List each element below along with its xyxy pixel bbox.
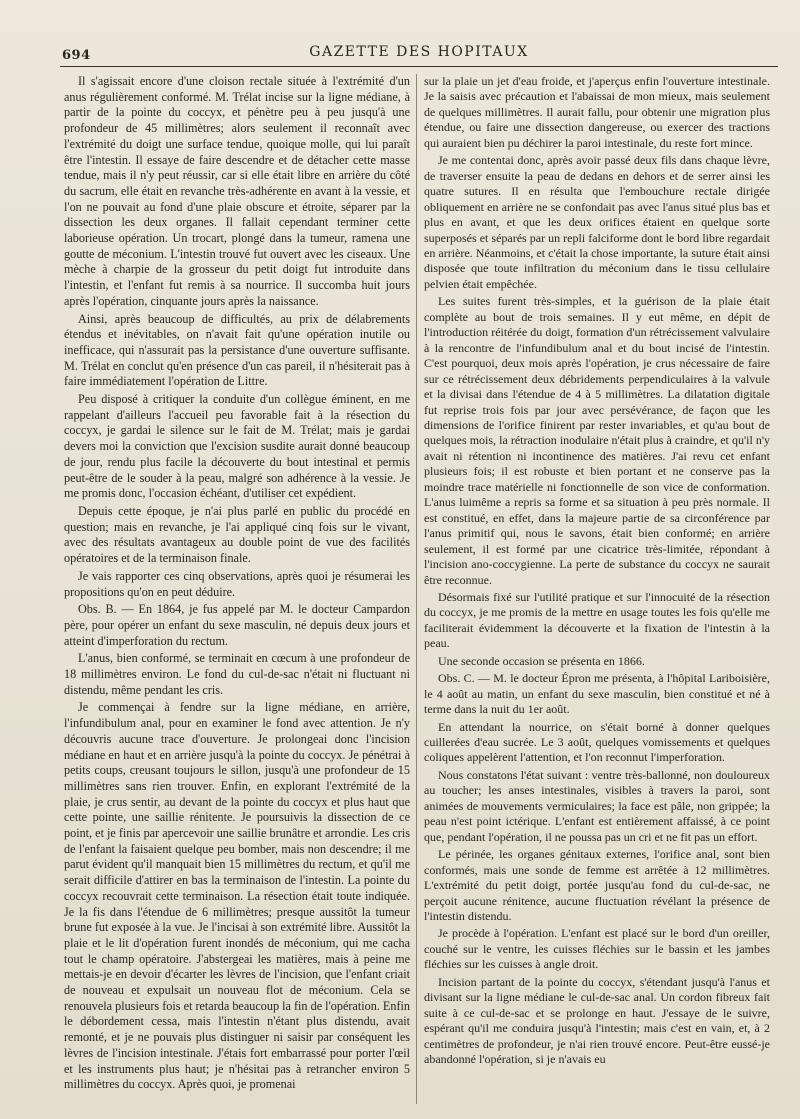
- paragraph: Je procède à l'opération. L'enfant est placé sur le bord d'un oreiller, couché sur le ventre, les cuisses fléchies sur le bassin et les jambes fléchies sur les cuisses à angle droit.: [424, 926, 770, 972]
- paragraph: Peu disposé à critiquer la conduite d'un collègue éminent, en me rappelant d'ailleurs l'accueil peu favorable fait à la résection du coccyx, je gardai le silence sur le fait de M. Trélat; mais je gardai devers moi la conviction que l'excision susdite aurait donné beaucoup de jour, rendu plus facile la découverte du bout intestinal et permis peut-être de le souder à la peau, malgré son adhérence à la vessie. Je me promis donc, l'occasion échéant, d'utiliser cet expédient.: [64, 392, 410, 501]
- paragraph: Incision partant de la pointe du coccyx, s'étendant jusqu'à l'anus et divisant sur la ligne médiane le cul-de-sac anal. Un cordon fibreux fait suite à ce cul-de-sac et se prolonge en haut. J'essaye de le suivre, espérant qu'il me conduira jusqu'à l'intestin; mais c'est en vain, et, à 2 centimètres de profondeur, je n'ai rien trouvé encore. Peut-être eussé-je abandonné l'opération, si je n'avais eu: [424, 974, 770, 1067]
- paragraph: En attendant la nourrice, on s'était borné à donner quelques cuillerées d'eau sucrée. Le 3 août, quelques vomissements et quelques coliques appelèrent l'attention, et l'on reconnut l'imperforation.: [424, 719, 770, 765]
- running-title: GAZETTE DES HOPITAUX: [309, 44, 529, 60]
- paragraph: Depuis cette époque, je n'ai plus parlé en public du procédé en question; mais en revanche, je l'ai appliqué cinq fois sur le vivant, avec des résultats avantageux au double point de vue des facilités opératoires et de la terminaison finale.: [64, 503, 410, 566]
- page-header: [60, 40, 778, 68]
- paragraph: Je me contentai donc, après avoir passé deux fils dans chaque lèvre, de traverser ensuite la peau de dedans en dehors et de serrer ainsi les quatre sutures. Il en résulta que l'embouchure rectale dirigée obliquement en arrière ne se confondait pas avec l'anus situé plus bas et plus en avant, et que les deux orifices étaient en quelque sorte superposés et séparés par un repli falciforme dont le bord libre regardait en arrière. Néanmoins, et c'était la chose importante, la suture était ainsi disposée que toute infiltration du méconium dans le tissu cellulaire pelvien était empêchée.: [424, 153, 770, 291]
- paragraph: Je commençai à fendre sur la ligne médiane, en arrière, l'infundibulum anal, pour en examiner le fond avec attention. Je n'y découvris aucune trace d'ouverture. Je prolongeai donc l'incision médiane en haut et en arrière jusqu'à la pointe du coccyx. Je pénétrai à petits coups, creusant toujours le sillon, jusqu'à une profondeur de 15 millimètres sans rien trouver. Enfin, en explorant l'extrémité de la plaie, je crus sentir, au devant de la pointe du coccyx et plus haut que cette pointe, une saillie rénitente. Je poursuivis la dissection de ce point, et je finis par apercevoir une saillie brunâtre et arrondie. Les cris de l'enfant la faisaient quelque peu bomber, mais non descendre; il me parut évident qu'il manquait bien 15 millimètres du rectum, et qu'il me serait difficile d'attirer en bas la terminaison de l'intestin. La pointe du coccyx recouvrait cette terminaison. La résection était toute indiquée. Je la fis dans l'étendue de 6 millimètres; presque aussitôt la tumeur brune fut exposée à la vue. Je l'incisai à son extrémité libre. Aussitôt la plaie et le lit d'opération furent inondés de méconium, qui me cacha tout le champ opératoire. J'abstergeai les matières, mais à peine me mettais-je en devoir d'écarter les lèvres de l'incision, que l'enfant criait de nouveau et expulsait un nouveau flot de méconium. Cela se renouvela plusieurs fois et retarda beaucoup la fin de l'opération. Enfin le débordement cessa, mais l'intestin n'étant plus distendu, avait remonté, et je ne pouvais plus distinguer ni saisir par conséquent les lèvres de l'incision intestinale. J'étais fort embarrassé pour porter l'œil et les instruments plus haut; je n'hésitai pas à retrancher environ 5 millimètres du coccyx. Après quoi, je promenai: [64, 700, 410, 1092]
- paragraph: Il s'agissait encore d'une cloison rectale située à l'extrémité d'un anus régulièrement conformé. M. Trélat incise sur la ligne médiane, à partir de la pointe du coccyx, et pénètre peu à peu jusqu'à une profondeur de 45 millimètres; alors seulement il reconnaît avec l'extrémité du doigt une surface tendue, quoique molle, qui lui paraît être l'intestin. Il essaye de faire descendre et de détacher cette masse tendue, mais il n'y peut réussir, car si elle était libre en arrière du côté du sacrum, elle était en revanche très-adhérente en avant à la vessie, et l'on ne pouvait au fond d'une plaie obscure et étroite, séparer par la dissection les deux organes. Il fallait cependant terminer cette laborieuse opération. Un trocart, plongé dans la tumeur, ramena une goutte de méconium. L'intestin trouvé fut ouvert avec les ciseaux. Une mèche à charpie de la grosseur du petit doigt fut introduite dans l'intestin, et l'enfant fut remis à sa nourrice. Il succomba huit jours après l'opération, cinquante jours après la naissance.: [64, 74, 410, 308]
- left-column: [64, 74, 410, 1095]
- paragraph: Obs. B. — En 1864, je fus appelé par M. le docteur Campardon père, pour opérer un enfant du sexe masculin, né depuis deux jours et atteint d'imperforation du rectum.: [64, 602, 410, 648]
- paragraph: Obs. C. — M. le docteur Épron me présenta, à l'hôpital Lariboisière, le 4 août au matin, un enfant du sexe masculin, bien constitué et né à terme dans la nuit du 1er août.: [424, 671, 770, 717]
- paragraph: L'anus, bien conformé, se terminait en cœcum à une profondeur de 18 millimètres environ. Le fond du cul-de-sac n'était ni fluctuant ni distendu, même pendant les cris.: [64, 651, 410, 697]
- page-number: 694: [62, 48, 91, 63]
- right-column: [424, 74, 770, 1070]
- paragraph: Nous constatons l'état suivant : ventre très-ballonné, non douloureux au toucher; les anses intestinales, visibles à travers la paroi, sont animées de mouvements vermiculaires; la face est pâle, non grippée; la peau n'est point ictérique. L'enfant est entièrement affaissé, à ce point que, pendant l'opération, il ne poussa pas un cri et ne fit pas un effort.: [424, 767, 770, 844]
- header-rule: [60, 66, 778, 67]
- paragraph: Je vais rapporter ces cinq observations, après quoi je résumerai les propositions qu'on en peut déduire.: [64, 568, 410, 599]
- paragraph: Le périnée, les organes génitaux externes, l'orifice anal, sont bien conformés, mais une sonde de femme est arrêtée à 12 millimètres. L'extrémité du petit doigt, portée jusqu'au fond du cul-de-sac, ne perçoit aucune rénitence, aucune fluctuation révélant la présence de l'intestin distendu.: [424, 847, 770, 924]
- paragraph: Ainsi, après beaucoup de difficultés, au prix de délabrements étendus et inévitables, on n'avait fait qu'une opération inutile ou inefficace, qui n'assurait pas la persistance d'une ouverture suffisante. M. Trélat en conclut qu'en présence d'un cas pareil, il n'hésiterait pas à faire immédiatement l'opération de Littre.: [64, 311, 410, 389]
- paragraph: Les suites furent très-simples, et la guérison de la plaie était complète au bout de trois semaines. Il y eut même, en dépit de l'introduction réitérée du doigt, formation d'un rétrécissement valvulaire à la rencontre de l'infundibulum anal et du bout incisé de l'intestin. C'est pourquoi, deux mois après l'opération, je crus nécessaire de faire sur ce rétrécissement deux débridements perpendiculaires à la valvule et la divisai dans l'étendue de 4 à 5 millimètres. La dilatation digitale fut reprise trois fois par jour avec persévérance, de façon que les dimensions de l'orifice finirent par rester invariables, et qu'au bout de quelques mois, la rétraction inodulaire n'était plus à craindre, et qu'il n'y avait ni rétention ni incontinence des matières. J'ai revu cet enfant plusieurs fois; il est robuste et bien portant et ne conserve pas la moindre trace matérielle ni fonctionnelle de son vice de conformation. L'anus luimême a repris sa forme et sa situation à peu près normale. Il est constitué, en effet, dans la majeure partie de sa circonférence par l'anus primitif qui, nous le savons, était bien conformé; en arrière seulement, il est formé par une cicatrice très-limitée, répondant à l'incision ano-coccygienne. La perte de substance du coccyx ne saurait être reconnue.: [424, 294, 770, 587]
- paragraph: sur la plaie un jet d'eau froide, et j'aperçus enfin l'ouverture intestinale. Je la saisis avec précaution et l'abaissai de mon mieux, mais seulement de quelques millimètres. Il aurait fallu, pour obtenir une migration plus étendue, ou faire une dissection dangereuse, ou exercer des tractions qui auraient bien pu déchirer la paroi intestinale, du reste fort mince.: [424, 74, 770, 150]
- paragraph: Désormais fixé sur l'utilité pratique et sur l'innocuité de la résection du coccyx, je me promis de la mettre en usage toutes les fois qu'elle me faciliterait évidemment la découverte et la fixation de l'intestin à la peau.: [424, 589, 770, 651]
- column-divider: [416, 74, 417, 1104]
- paragraph: Une seconde occasion se présenta en 1866.: [438, 653, 645, 668]
